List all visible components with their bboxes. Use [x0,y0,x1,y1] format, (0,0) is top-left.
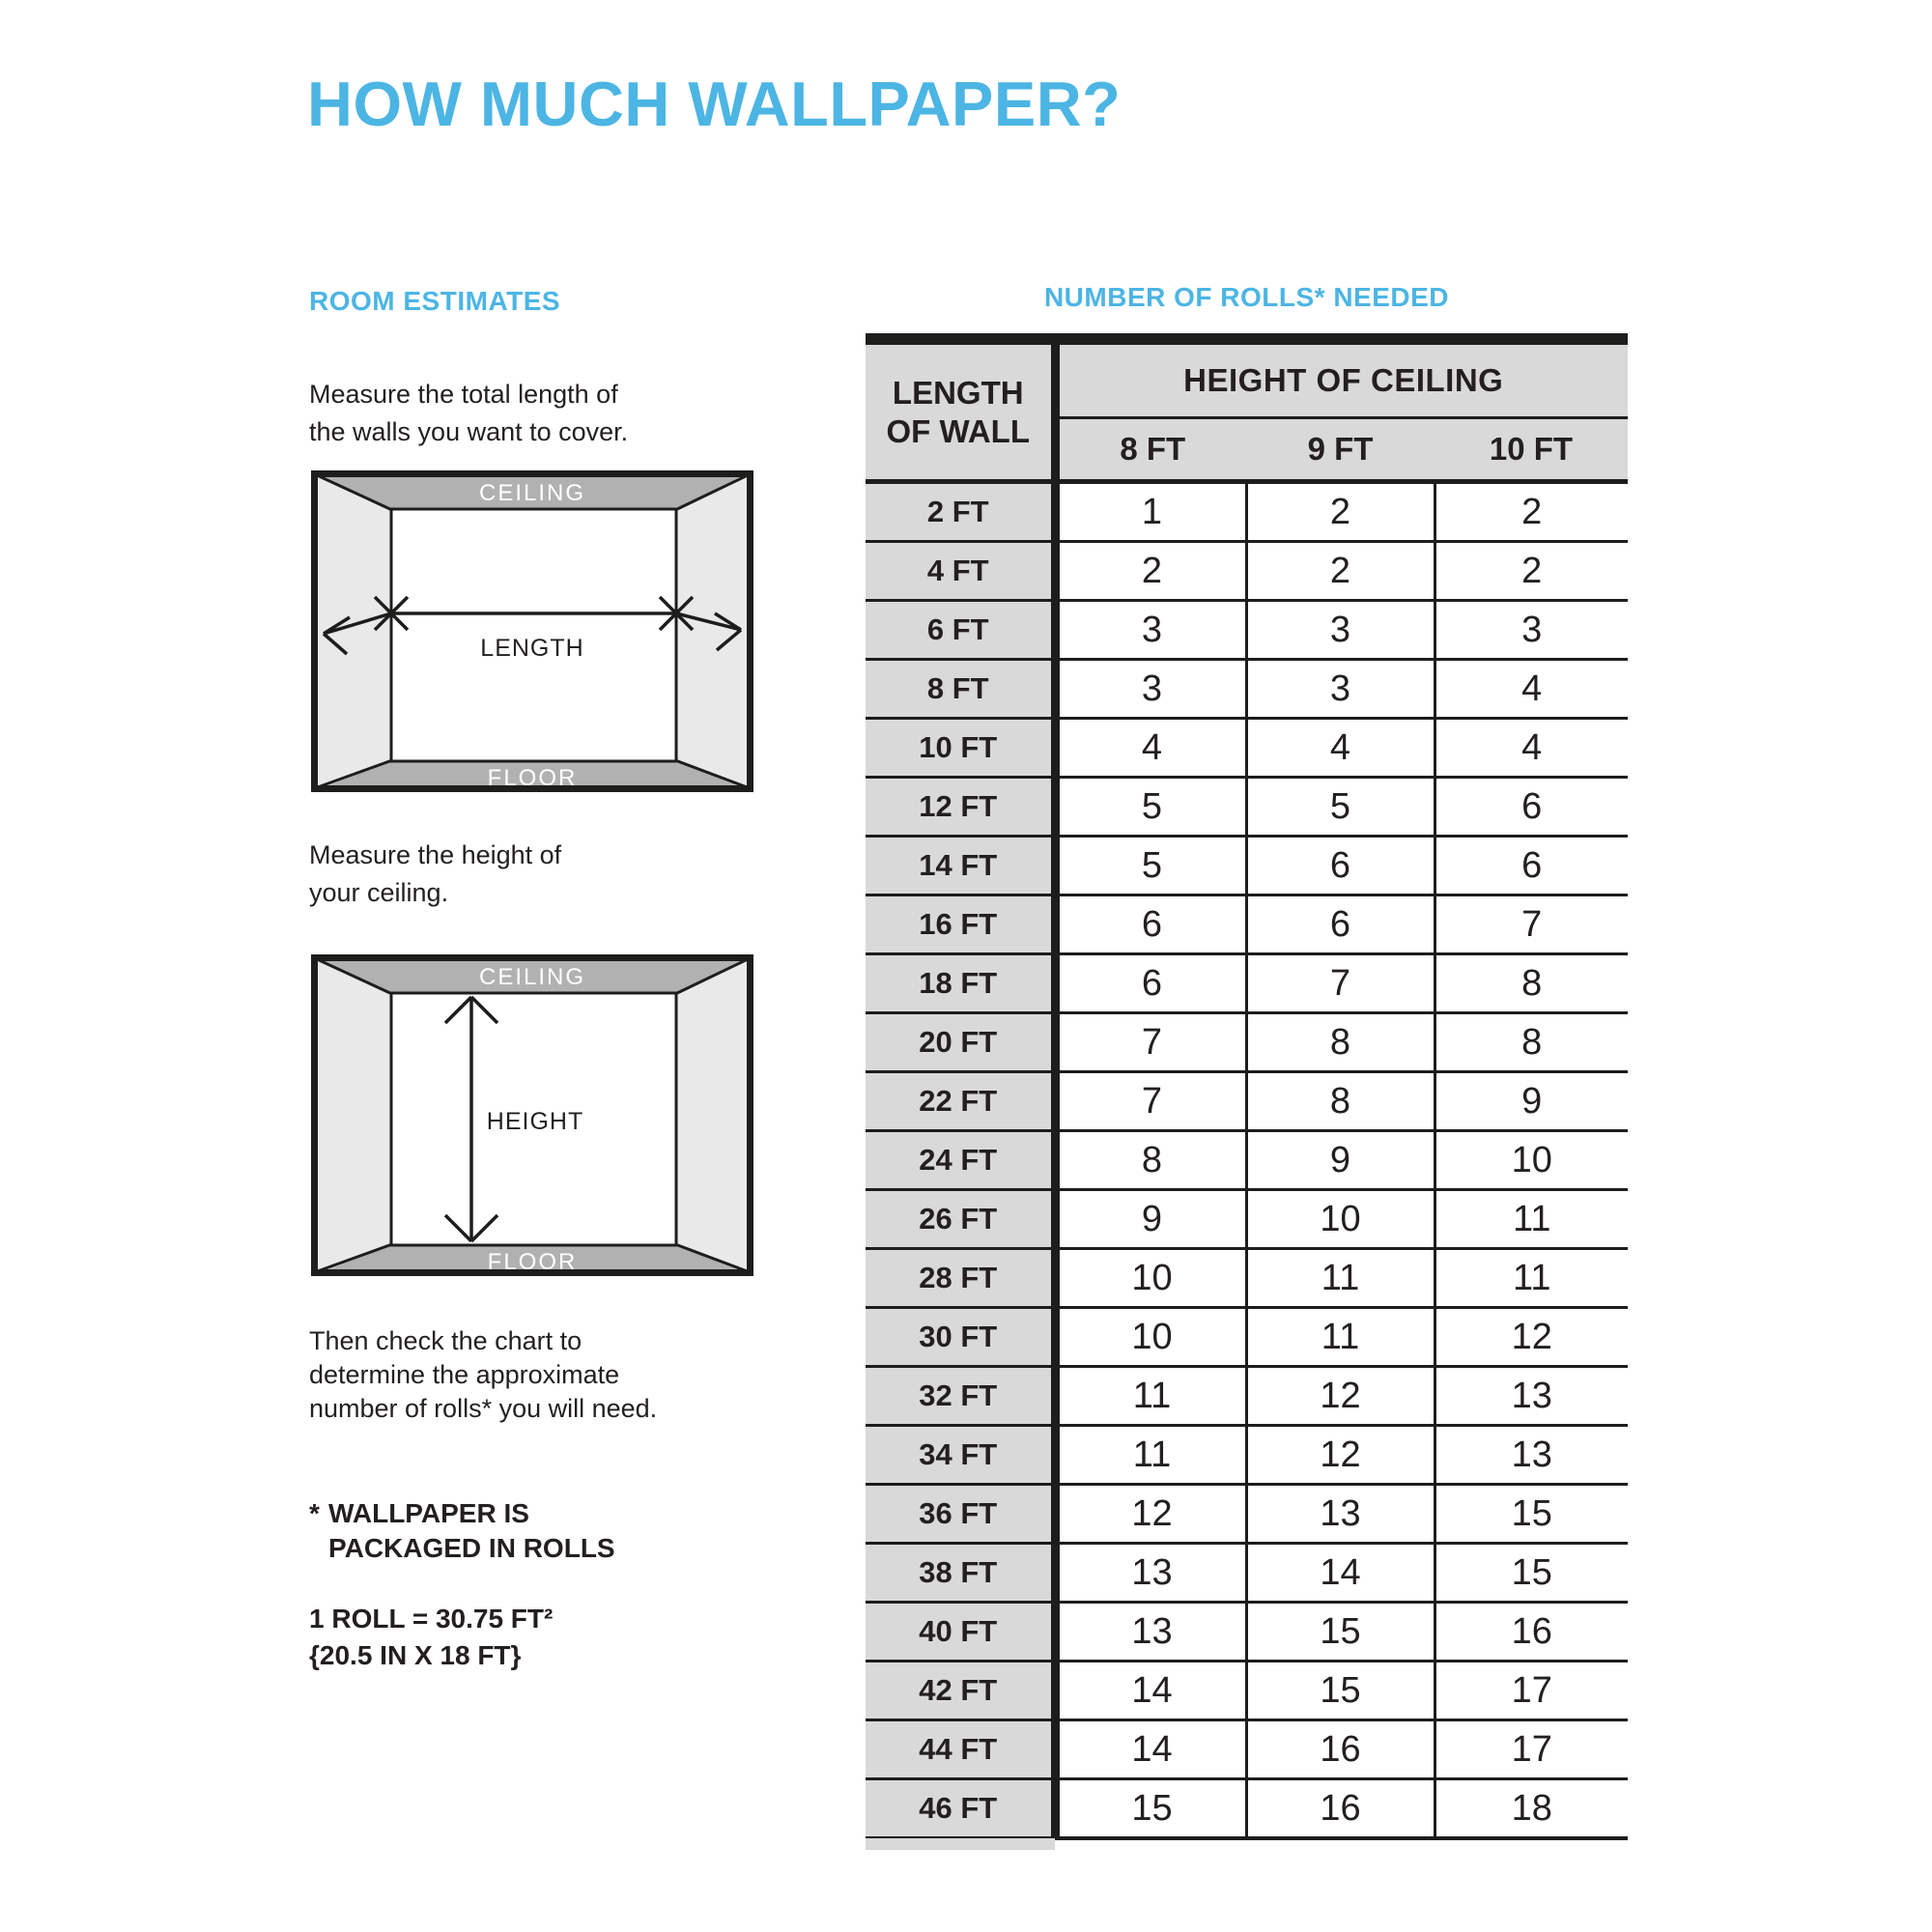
table-row [866,895,1628,954]
page-title: HOW MUCH WALLPAPER? [307,69,1122,139]
left-wall-surface [311,470,391,792]
rolls-value-cell: 13 [1435,1426,1628,1485]
rolls-value-cell: 2 [1246,542,1435,601]
table-row [866,542,1628,601]
rolls-value-cell: 6 [1435,837,1628,895]
ceiling-label: CEILING [478,480,586,506]
rolls-value-cell: 5 [1055,778,1246,837]
rolls-value-cell: 13 [1246,1485,1435,1544]
right-wall-surface [676,954,753,1276]
rolls-value-cell: 10 [1435,1131,1628,1190]
table-row [866,1249,1628,1308]
footnote-text [328,1496,615,1566]
text-line: the walls you want to cover. [309,416,629,446]
rolls-value-cell: 7 [1435,895,1628,954]
row-length-cell: 42 FT [866,1662,1055,1720]
rolls-value-cell: 2 [1435,542,1628,601]
section-heading-room-estimates: ROOM ESTIMATES [309,286,561,316]
rolls-value-cell: 15 [1055,1779,1246,1839]
rolls-value-cell: 14 [1246,1544,1435,1603]
room-length-diagram [311,470,753,792]
rolls-value-cell: 3 [1435,601,1628,660]
rolls-value-cell: 3 [1055,660,1246,719]
rolls-value-cell: 2 [1435,482,1628,542]
rolls-value-cell: 12 [1055,1485,1246,1544]
text-line: LENGTH [892,374,1024,411]
row-length-cell: 24 FT [866,1131,1055,1190]
rolls-value-cell: 5 [1055,837,1246,895]
rolls-value-cell: 11 [1055,1426,1246,1485]
rolls-value-cell: 10 [1246,1190,1435,1249]
row-length-cell: 28 FT [866,1249,1055,1308]
instruction-measure-height [309,837,561,911]
rolls-value-cell: 6 [1246,837,1435,895]
table-row [866,1013,1628,1072]
rolls-value-cell: 11 [1435,1249,1628,1308]
table-row [866,837,1628,895]
table-row [866,1485,1628,1544]
table-row [866,1544,1628,1603]
text-line: PACKAGED IN ROLLS [328,1533,615,1563]
rolls-value-cell: 12 [1246,1367,1435,1426]
rolls-value-cell: 7 [1246,954,1435,1013]
text-line: Measure the total length of [309,380,618,409]
rolls-value-cell: 7 [1055,1013,1246,1072]
text-line: 1 ROLL = 30.75 FT² [309,1604,554,1634]
text-line: {20.5 IN X 18 FT} [309,1640,522,1670]
column-header-10ft: 10 FT [1435,418,1628,482]
table-row [866,601,1628,660]
table-row [866,1131,1628,1190]
text-line: determine the approximate [309,1360,620,1389]
rolls-value-cell: 12 [1246,1426,1435,1485]
table-row [866,1308,1628,1367]
row-length-cell: 30 FT [866,1308,1055,1367]
table-row [866,1603,1628,1662]
right-wall-surface [676,470,753,792]
table-row [866,1720,1628,1779]
length-label: LENGTH [480,635,584,662]
row-length-cell: 18 FT [866,954,1055,1013]
rolls-value-cell: 8 [1055,1131,1246,1190]
table-footer-stub [866,1838,1055,1850]
text-line: OF WALL [886,412,1030,449]
rolls-value-cell: 16 [1435,1603,1628,1662]
row-length-cell: 12 FT [866,778,1055,837]
rolls-value-cell: 15 [1246,1603,1435,1662]
rolls-value-cell: 11 [1055,1367,1246,1426]
rolls-value-cell: 8 [1435,1013,1628,1072]
table-row [866,1072,1628,1131]
rolls-value-cell: 14 [1055,1662,1246,1720]
rolls-value-cell: 12 [1435,1308,1628,1367]
table-heading: NUMBER OF ROLLS* NEEDED [1043,282,1450,312]
ceiling-label: CEILING [478,964,586,990]
rolls-value-cell: 18 [1435,1779,1628,1839]
rolls-value-cell: 9 [1435,1072,1628,1131]
column-header-8ft: 8 FT [1055,418,1246,482]
row-length-cell: 6 FT [866,601,1055,660]
left-wall-surface [311,954,391,1276]
row-length-cell: 36 FT [866,1485,1055,1544]
rolls-value-cell: 3 [1246,601,1435,660]
rolls-value-cell: 15 [1435,1485,1628,1544]
row-length-cell: 26 FT [866,1190,1055,1249]
row-length-cell: 16 FT [866,895,1055,954]
rolls-value-cell: 14 [1055,1720,1246,1779]
rolls-value-cell: 11 [1246,1308,1435,1367]
text-line: Then check the chart to [309,1326,582,1355]
rolls-value-cell: 16 [1246,1779,1435,1839]
rolls-value-cell: 6 [1246,895,1435,954]
column-header-9ft: 9 FT [1246,418,1435,482]
row-length-cell: 2 FT [866,482,1055,542]
rolls-value-cell: 3 [1246,660,1435,719]
rolls-value-cell: 17 [1435,1720,1628,1779]
rolls-value-cell: 10 [1055,1308,1246,1367]
rolls-value-cell: 4 [1435,719,1628,778]
rolls-value-cell: 7 [1055,1072,1246,1131]
row-length-cell: 32 FT [866,1367,1055,1426]
room-height-diagram [311,954,753,1276]
floor-label: FLOOR [487,765,578,791]
rolls-value-cell: 10 [1055,1249,1246,1308]
row-length-cell: 40 FT [866,1603,1055,1662]
footnote-asterisk: * [309,1498,320,1528]
table-row [866,1662,1628,1720]
instruction-measure-length [309,376,628,450]
rolls-table [866,333,1628,1840]
rolls-value-cell: 1 [1055,482,1246,542]
rolls-value-cell: 8 [1435,954,1628,1013]
rolls-value-cell: 3 [1055,601,1246,660]
column-group-height-of-ceiling: HEIGHT OF CEILING [1055,339,1628,418]
rolls-value-cell: 2 [1246,482,1435,542]
table-row [866,1367,1628,1426]
table-row [866,954,1628,1013]
rolls-value-cell: 8 [1246,1013,1435,1072]
rolls-value-cell: 9 [1055,1190,1246,1249]
rolls-value-cell: 17 [1435,1662,1628,1720]
rolls-value-cell: 4 [1055,719,1246,778]
row-length-cell: 46 FT [866,1779,1055,1839]
rolls-value-cell: 13 [1055,1603,1246,1662]
height-label: HEIGHT [486,1108,584,1135]
table-row [866,482,1628,542]
table-row [866,660,1628,719]
text-line: number of rolls* you will need. [309,1394,658,1423]
rolls-value-cell: 6 [1055,895,1246,954]
row-length-cell: 22 FT [866,1072,1055,1131]
table-row [866,778,1628,837]
rolls-value-cell: 4 [1246,719,1435,778]
row-length-cell: 20 FT [866,1013,1055,1072]
row-length-cell: 14 FT [866,837,1055,895]
text-line: Measure the height of [309,840,562,869]
row-length-cell: 34 FT [866,1426,1055,1485]
table-row [866,1426,1628,1485]
rolls-value-cell: 5 [1246,778,1435,837]
row-length-cell: 10 FT [866,719,1055,778]
rolls-value-cell: 9 [1246,1131,1435,1190]
row-length-cell: 38 FT [866,1544,1055,1603]
rolls-value-cell: 11 [1246,1249,1435,1308]
roll-size-spec [309,1601,553,1674]
rolls-value-cell: 2 [1055,542,1246,601]
rolls-value-cell: 15 [1435,1544,1628,1603]
rolls-value-cell: 4 [1435,660,1628,719]
rolls-value-cell: 15 [1246,1662,1435,1720]
floor-label: FLOOR [487,1249,578,1275]
rolls-value-cell: 8 [1246,1072,1435,1131]
row-header-lines [866,374,1051,451]
rolls-value-cell: 6 [1055,954,1246,1013]
wallpaper-rolls-footnote [309,1496,615,1566]
text-line: your ceiling. [309,877,449,907]
rolls-value-cell: 13 [1435,1367,1628,1426]
text-line: WALLPAPER IS [328,1498,529,1528]
rolls-value-cell: 11 [1435,1190,1628,1249]
rolls-value-cell: 13 [1055,1544,1246,1603]
table-row [866,1779,1628,1839]
rolls-value-cell: 6 [1435,778,1628,837]
row-length-cell: 44 FT [866,1720,1055,1779]
rolls-value-cell: 16 [1246,1720,1435,1779]
table-row [866,719,1628,778]
instruction-check-chart [309,1324,657,1426]
row-length-cell: 8 FT [866,660,1055,719]
row-length-cell: 4 FT [866,542,1055,601]
table-row [866,1190,1628,1249]
row-header-length-of-wall [866,339,1055,482]
